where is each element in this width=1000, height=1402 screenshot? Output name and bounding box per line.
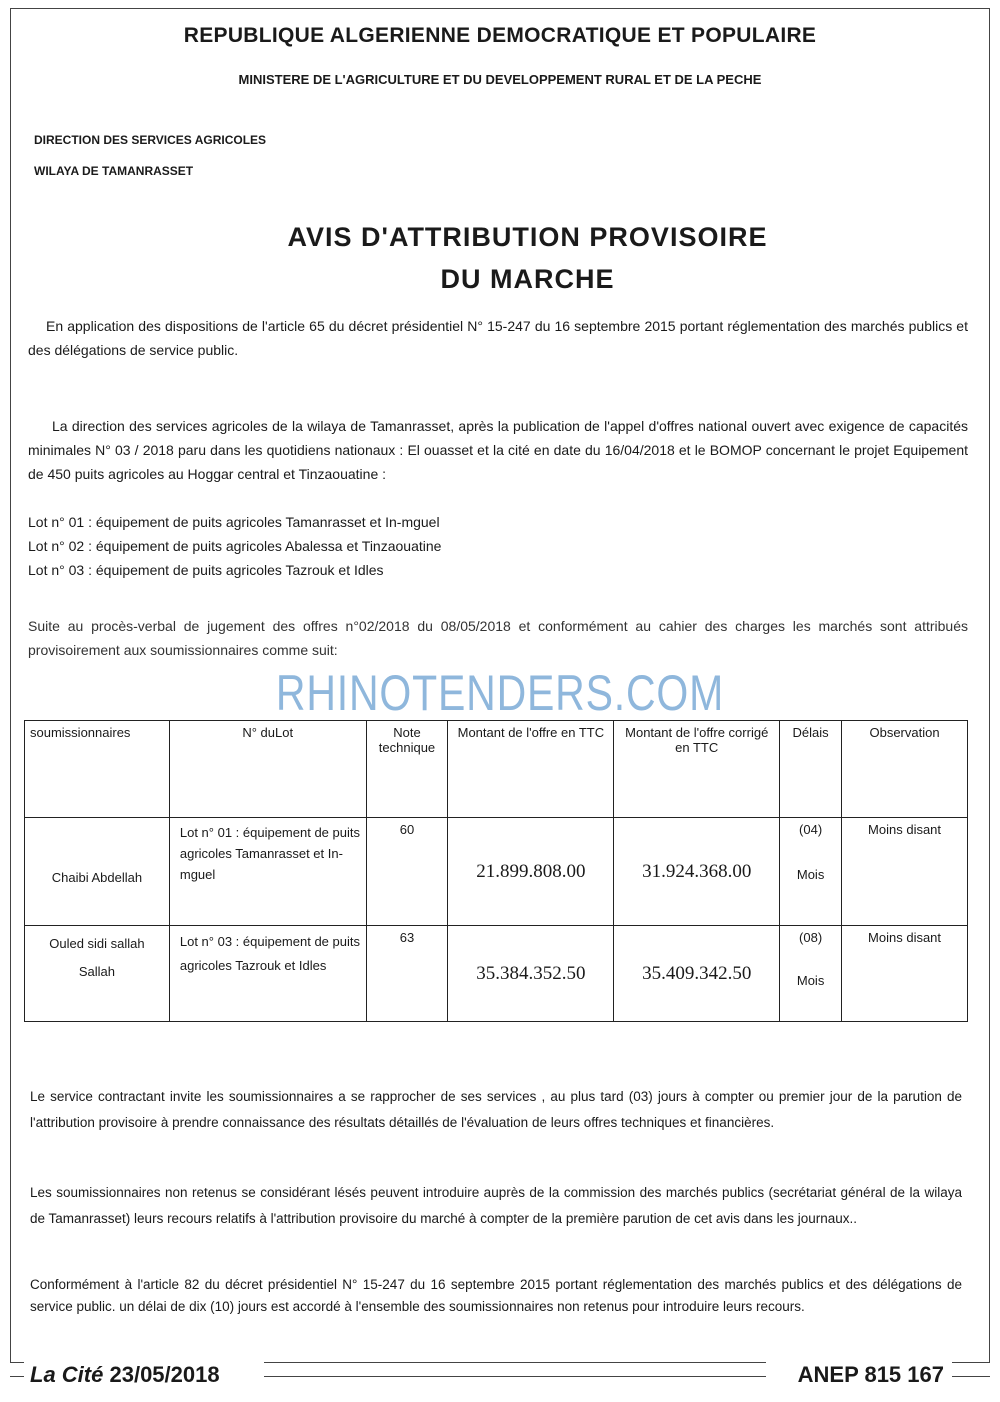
newspaper-name: La Cité [30, 1362, 104, 1387]
direction-label: DIRECTION DES SERVICES AGRICOLES [34, 133, 267, 147]
closing-paragraph-3: Conformément à l'article 82 du décret présidentiel N° 15-247 du 16 septembre 2015 portant réglementation des marchés publics et des délégations de service public. un délai de dix (10) jours est accordé à l'ensemble des soumissionnaires non retenus pour introduire leurs recours. [30, 1277, 962, 1314]
amount-cell: 35.384.352.50 [448, 926, 614, 1022]
notice-title-line2: DU MARCHE [440, 264, 615, 294]
bidder-cell: Ouled sidi sallah Sallah [25, 926, 170, 1022]
col-header-delay: Délais [780, 721, 842, 818]
delay-unit: Mois [796, 867, 825, 882]
delay-cell [780, 818, 842, 926]
lot-item: Lot n° 03 : équipement de puits agricoles Tazrouk et Idles [28, 562, 384, 578]
note-cell: 63 [366, 926, 448, 1022]
corrected-amount-cell: 31.924.368.00 [614, 818, 780, 926]
award-table [24, 720, 968, 1022]
watermark: RHINOTENDERS.COM [275, 665, 725, 721]
col-header-note: Note technique [366, 721, 448, 818]
table-row [25, 926, 968, 1022]
publication-date: 23/05/2018 [109, 1362, 220, 1387]
delay-cell [780, 926, 842, 1022]
lot-cell: Lot n° 01 : équipement de puits agricoles Tamanrasset et In-mguel [169, 818, 366, 926]
corrected-amount-cell: 35.409.342.50 [614, 926, 780, 1022]
judgement-paragraph: Suite au procès-verbal de jugement des offres n°02/2018 du 08/05/2018 et conformément au cahier des charges les marchés sont attribués provisoirement aux soumissionnaires comme suit: [28, 618, 968, 658]
republic-header: REPUBLIQUE ALGERIENNE DEMOCRATIQUE ET POPULAIRE [183, 24, 817, 47]
note-cell: 60 [366, 818, 448, 926]
col-header-corrected: Montant de l'offre corrigé en TTC [614, 721, 780, 818]
intro-paragraph: En application des dispositions de l'article 65 du décret présidentiel N° 15-247 du 16 septembre 2015 portant réglementation des marchés publics et des délégations de service public. [28, 318, 968, 358]
col-header-observation: Observation [842, 721, 968, 818]
observation-cell: Moins disant [842, 926, 968, 1022]
col-header-amount: Montant de l'offre en TTC [448, 721, 614, 818]
table-row [25, 818, 968, 926]
lot-item: Lot n° 02 : équipement de puits agricoles Abalessa et Tinzaouatine [28, 538, 442, 554]
closing-paragraph-2: Les soumissionnaires non retenus se considérant lésés peuvent introduire auprès de la commission des marchés publics (secrétariat général de la wilaya de Tamanrasset) leurs recours relatifs à l'attribution provisoire du marché à compter de la première parution de cet avis dans les journaux.. [30, 1185, 962, 1226]
anep-reference: ANEP 815 167 [797, 1362, 944, 1387]
delay-value: (08) [799, 930, 823, 945]
bidder-cell: Chaibi Abdellah [25, 818, 170, 926]
delay-value: (04) [799, 822, 823, 837]
amount-cell: 21.899.808.00 [448, 818, 614, 926]
delay-unit: Mois [796, 973, 825, 988]
ministry-header: MINISTERE DE L'AGRICULTURE ET DU DEVELOPPEMENT RURAL ET DE LA PECHE [238, 72, 762, 87]
notice-title-line1: AVIS D'ATTRIBUTION PROVISOIRE [287, 222, 768, 252]
table-header-row [25, 721, 968, 818]
footer-publication [30, 1362, 220, 1388]
body-paragraph: La direction des services agricoles de la wilaya de Tamanrasset, après la publication de l'appel d'offres national ouvert avec exigence de capacités minimales N° 03 / 2018 paru dans les quotidiens nationaux : El ouasset et la cité en date du 16/04/2018 et le BOMOP concernant le projet Equipement de 450 puits agricoles au Hoggar central et Tinzaouatine : [28, 418, 968, 482]
lots-list [28, 510, 441, 582]
lot-cell: Lot n° 03 : équipement de puits agricoles Tazrouk et Idles [169, 926, 366, 1022]
wilaya-label: WILAYA DE TAMANRASSET [34, 164, 194, 178]
col-header-bidders: soumissionnaires [25, 721, 170, 818]
observation-cell: Moins disant [842, 818, 968, 926]
col-header-lot: N° duLot [169, 721, 366, 818]
closing-paragraph-1: Le service contractant invite les soumissionnaires a se rapprocher de ses services , au plus tard (03) jours à compter ou premier jour de la parution de l'attribution provisoire à prendre connaissance des résultats détaillés de l'évaluation de leurs offres techniques et financières. [30, 1089, 962, 1130]
lot-item: Lot n° 01 : équipement de puits agricoles Tamanrasset et In-mguel [28, 514, 440, 530]
